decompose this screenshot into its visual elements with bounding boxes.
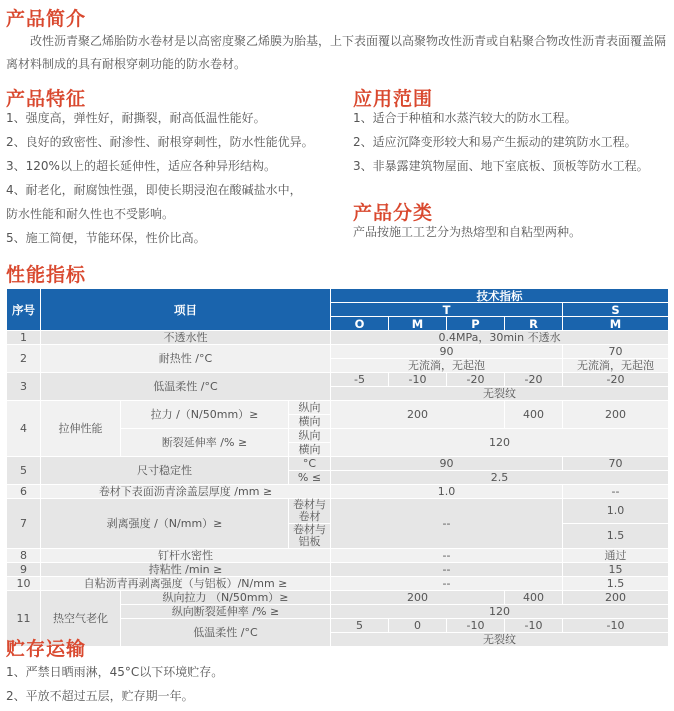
table-row: 3 低温柔性 /°C -5 -10 -20 -20 -20: [7, 373, 669, 387]
feature-item: 1、强度高，弹性好，耐撕裂，耐高低温性能好。: [6, 111, 266, 125]
table-row: 横向: [7, 443, 669, 457]
header-o: O: [331, 317, 389, 331]
storage-item: 1、严禁日晒雨淋，45°C以下环境贮存。: [6, 665, 224, 679]
table-row: 纵向断裂延伸率 /% ≥ 120: [7, 605, 669, 619]
header-p: P: [447, 317, 505, 331]
table-row: 卷材与铝板 1.5: [7, 524, 669, 549]
applications-title: 应用范围: [353, 88, 434, 110]
feature-item: 4、耐老化，耐腐蚀性强，即使长期浸泡在酸碱盐水中，: [6, 183, 302, 197]
table-row: 6 卷材下表面沥青涂盖层厚度 /mm ≥ 1.0 --: [7, 485, 669, 499]
feature-list: [6, 106, 314, 250]
table-row: 无流淌，无起泡 无流淌，无起泡: [7, 359, 669, 373]
table-row: 1 不透水性 0.4MPa，30min 不透水: [7, 331, 669, 345]
table-row: 9 持粘性 /min ≥ -- 15: [7, 563, 669, 577]
table-row: 无裂纹: [7, 633, 669, 647]
table-row: 低温柔性 /°C 5 0 -10 -10 -10: [7, 619, 669, 633]
intro-title: 产品简介: [6, 8, 87, 30]
feature-item: 3、120%以上的超长延伸性，适应各种异形结构。: [6, 159, 276, 173]
table-row: 8 钉杆水密性 -- 通过: [7, 549, 669, 563]
feature-item: 2、良好的致密性、耐渗性、耐根穿刺性，防水性能优异。: [6, 135, 314, 149]
header-m: M: [389, 317, 447, 331]
table-row: 10 自粘沥青再剥离强度（与铝板）/N/mm ≥ -- 1.5: [7, 577, 669, 591]
features-title: 产品特征: [6, 88, 87, 110]
classification-title: 产品分类: [353, 202, 434, 224]
application-list: [353, 106, 649, 178]
performance-table: [6, 288, 669, 647]
classification-text: 产品按施工工艺分为热熔型和自粘型两种。: [353, 225, 582, 239]
storage-item: 2、平放不超过五层，贮存期一年。: [6, 689, 194, 703]
table-row: 11 热空气老化 纵向拉力 （N/50mm）≥ 200 400 200: [7, 591, 669, 605]
intro-text: 改性沥青聚乙烯胎防水卷材是以高密度聚乙烯膜为胎基，上下表面覆以高聚物改性沥青或自粘聚合物改性沥青表面覆盖隔离材料制成的具有耐根穿刺功能的防水卷材。: [6, 34, 667, 71]
table-row: 7 剥离强度 /（N/mm）≥ 卷材与卷材 -- 1.0: [7, 499, 669, 524]
table-row: 无裂纹: [7, 387, 669, 401]
header-no: 序号: [7, 289, 41, 331]
table-row: 横向: [7, 415, 669, 429]
table-row: 4 拉伸性能 拉力 /（N/50mm）≥ 纵向 200 400 200: [7, 401, 669, 415]
header-s: S: [563, 303, 669, 317]
table-row: 断裂延伸率 /% ≥ 纵向 120: [7, 429, 669, 443]
feature-item: 5、施工简便，节能环保，性价比高。: [6, 231, 206, 245]
header-t: T: [331, 303, 563, 317]
application-item: 1、适合于种植和水蒸汽较大的防水工程。: [353, 111, 577, 125]
header-s-m: M: [563, 317, 669, 331]
header-r: R: [505, 317, 563, 331]
performance-title: 性能指标: [6, 264, 87, 286]
table-row: 2 耐热性 /°C 90 70: [7, 345, 669, 359]
header-item: 项目: [41, 289, 331, 331]
application-item: 3、非暴露建筑物屋面、地下室底板、顶板等防水工程。: [353, 159, 649, 173]
feature-item: 防水性能和耐久性也不受影响。: [6, 207, 175, 221]
storage-list: [6, 660, 223, 708]
storage-title: 贮存运输: [6, 638, 87, 660]
header-spec: 技术指标: [331, 289, 669, 303]
application-item: 2、适应沉降变形较大和易产生振动的建筑防水工程。: [353, 135, 637, 149]
table-row: % ≤ 2.5: [7, 471, 669, 485]
table-row: 5 尺寸稳定性 °C 90 70: [7, 457, 669, 471]
